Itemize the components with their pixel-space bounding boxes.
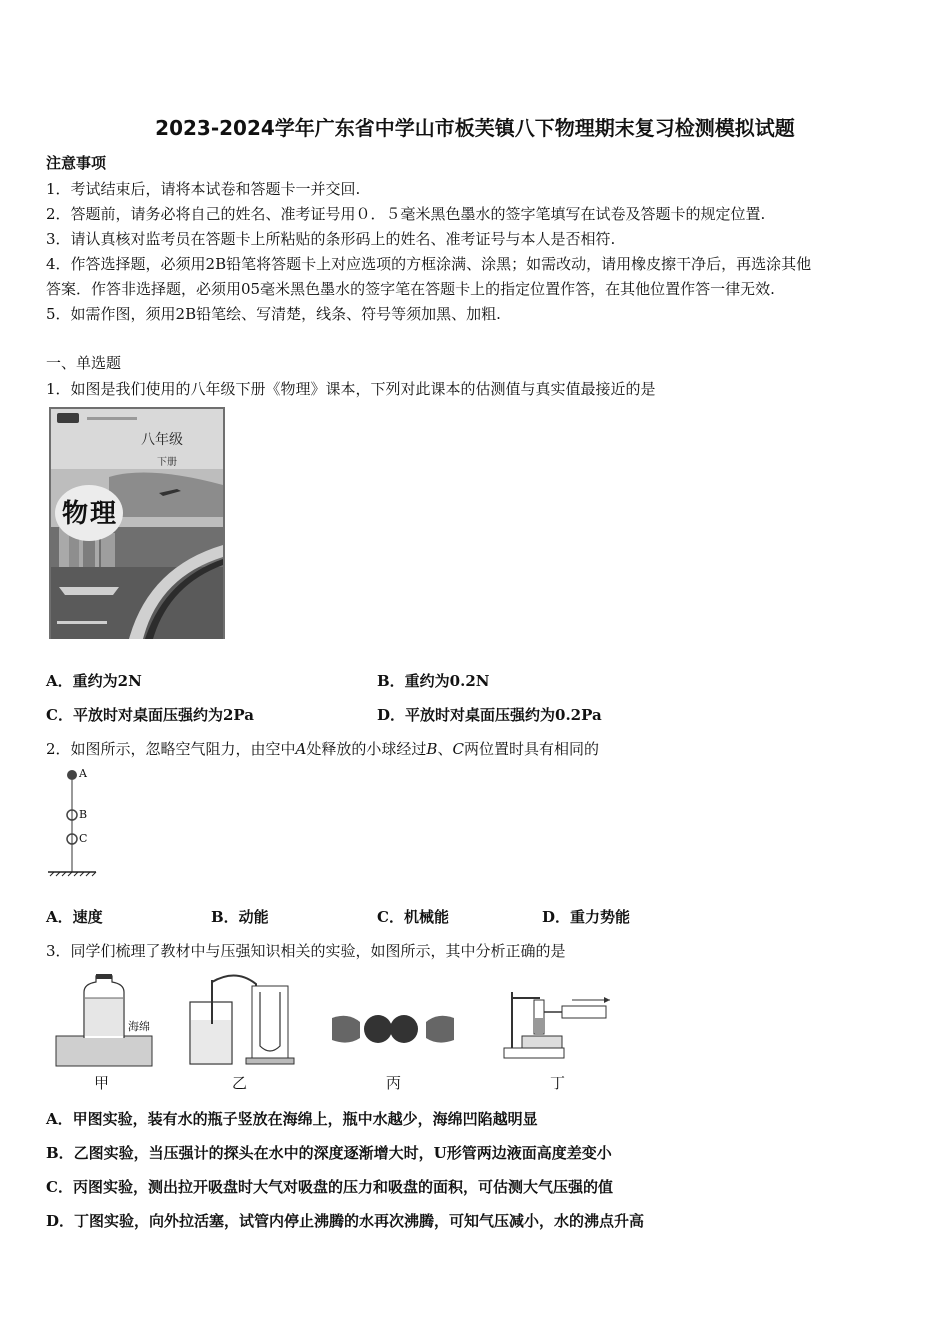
sponge-label: 海绵 <box>128 1020 150 1033</box>
caption-yi: 乙 <box>232 1074 248 1092</box>
q2-option-a[interactable]: A．速度 <box>46 908 103 926</box>
notice-item: 3．请认真核对监考员在答题卡上所粘贴的条形码上的姓名、准考证号与本人是否相符. <box>46 230 616 248</box>
q1-option-b[interactable]: B．重约为0.2N <box>377 672 490 690</box>
notice-item: 4．作答选择题，必须用2B铅笔将答题卡上对应选项的方框涂满、涂黑；如需改动，请用橡皮擦干净后，再选涂其他 <box>46 255 812 273</box>
q1-option-d[interactable]: D．平放时对桌面压强约为0.2Pa <box>377 706 602 724</box>
q2-option-c[interactable]: C．机械能 <box>377 908 449 926</box>
notice-item: 5．如需作图，须用2B铅笔绘、写清楚，线条、符号等须加黑、加粗. <box>46 305 501 323</box>
notice-heading: 注意事项 <box>46 154 107 172</box>
question-3-stem: 3．同学们梳理了教材中与压强知识相关的实验，如图所示，其中分析正确的是 <box>46 942 566 960</box>
section-heading: 一、单选题 <box>46 354 122 372</box>
physics-textbook-cover-image <box>49 407 225 639</box>
notice-item: 1．考试结束后，请将本试卷和答题卡一并交回. <box>46 180 361 198</box>
q3-option-b[interactable]: B．乙图实验，当压强计的探头在水中的深度逐渐增大时，U形管两边液面高度差变小 <box>46 1144 612 1162</box>
q2-option-b[interactable]: B．动能 <box>211 908 269 926</box>
diagram-label-b: B <box>79 808 88 821</box>
book-volume: 下册 <box>157 457 177 468</box>
caption-ding: 丁 <box>550 1074 566 1092</box>
point-b-label: B <box>426 740 438 758</box>
figure-ding-syringe-test-tube <box>500 986 618 1062</box>
book-title: 物理 <box>62 499 119 529</box>
book-grade: 八年级 <box>141 432 183 448</box>
q3-option-a[interactable]: A．甲图实验，装有水的瓶子竖放在海绵上，瓶中水越少，海绵凹陷越明显 <box>46 1110 538 1128</box>
point-a-label: A <box>295 740 307 758</box>
question-1-stem: 1．如图是我们使用的八年级下册《物理》课本，下列对此课本的估测值与真实值最接近的是 <box>46 380 656 398</box>
q1-option-c[interactable]: C．平放时对桌面压强约为2Pa <box>46 706 254 724</box>
page-title: 2023-2024学年广东省中学山市板芙镇八下物理期末复习检测模拟试题 <box>155 116 795 140</box>
figure-jia-bottle-on-sponge <box>54 972 154 1070</box>
falling-ball-diagram <box>44 764 104 880</box>
notice-item: 答案．作答非选择题，必须用05毫米黑色墨水的签字笔在答题卡上的指定位置作答，在其他位置作答一律无效. <box>46 280 775 298</box>
caption-bing: 丙 <box>386 1074 402 1092</box>
figure-bing-suction-cups <box>330 1004 456 1054</box>
question-2-stem: 2．如图所示，忽略空气阻力，由空中A处释放的小球经过B、C两位置时具有相同的 <box>46 740 599 758</box>
q1-option-a[interactable]: A．重约为2N <box>46 672 142 690</box>
q3-option-c[interactable]: C．丙图实验，测出拉开吸盘时大气对吸盘的压力和吸盘的面积，可估测大气压强的值 <box>46 1178 613 1196</box>
q2-option-d[interactable]: D．重力势能 <box>542 908 631 926</box>
point-c-label: C <box>452 740 464 758</box>
diagram-label-c: C <box>79 832 88 845</box>
q3-option-d[interactable]: D．丁图实验，向外拉活塞，试管内停止沸腾的水再次沸腾，可知气压减小，水的沸点升高 <box>46 1212 645 1230</box>
caption-jia: 甲 <box>94 1074 110 1092</box>
figure-yi-pressure-gauge <box>186 972 298 1070</box>
diagram-label-a: A <box>79 767 87 780</box>
notice-item: 2．答题前，请务必将自己的姓名、准考证号用０．５毫米黑色墨水的签字笔填写在试卷及答题卡的规定位置. <box>46 205 766 223</box>
